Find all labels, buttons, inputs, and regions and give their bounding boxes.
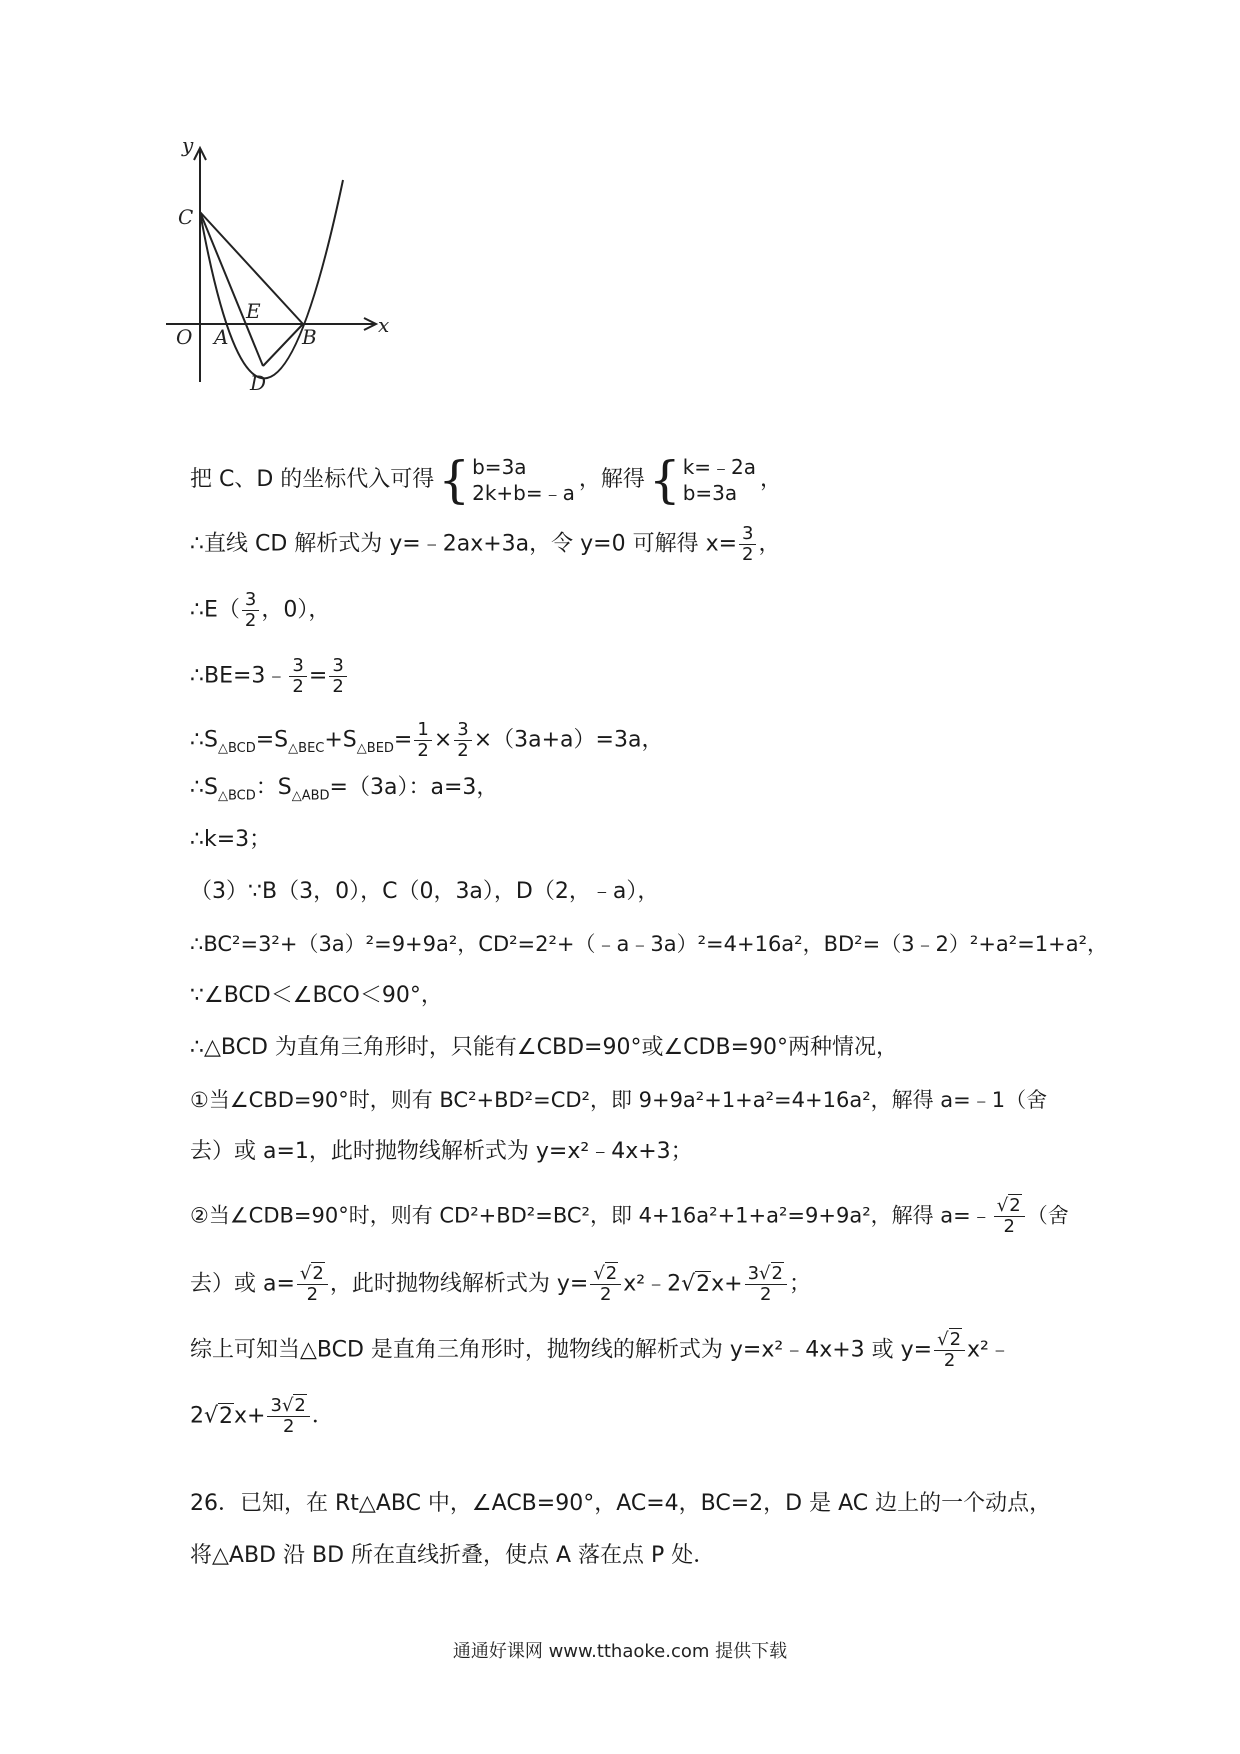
text: ②当∠CDB=90°时，则有 CD²+BD²=BC²，即 4+16a²+1+a²=9+9a²，解得 a=﹣ <box>190 1203 992 1228</box>
line-18: 26．已知，在 Rt△ABC 中，∠ACB=90°，AC=4，BC=2，D 是 AC 边上的一个动点， <box>190 1491 1052 1516</box>
fraction: $\frac{√2}{2}$ <box>994 1196 1025 1237</box>
text: ； <box>788 1271 811 1297</box>
line-10: ∵∠BCD＜∠BCO＜90°， <box>190 983 443 1008</box>
text: 综上可知当△BCD 是直角三角形时，抛物线的解析式为 y=x²﹣4x+3 或 y= <box>190 1337 933 1363</box>
label-a: A <box>214 325 229 349</box>
text: ， <box>760 467 783 492</box>
fraction: $\frac{3}{2}$ <box>242 590 259 631</box>
equation-system-2: { k=﹣2a b=3a <box>648 451 757 509</box>
fraction: $\frac{3}{2}$ <box>329 656 346 697</box>
text: ∴S <box>190 775 218 800</box>
text: x+ <box>711 1271 743 1297</box>
text: = <box>308 663 328 689</box>
text: ，此时抛物线解析式为 y= <box>329 1271 589 1297</box>
text: +S <box>324 727 357 753</box>
text: （舍 <box>1026 1203 1069 1228</box>
line-4 <box>190 656 349 697</box>
label-b: B <box>302 325 317 349</box>
label-o: O <box>176 325 193 349</box>
text: x+ <box>234 1403 266 1429</box>
eq-row: b=3a <box>682 481 738 505</box>
fraction: $\frac{3√2}{2}$ <box>745 1264 787 1305</box>
text: ∴E（ <box>190 597 240 623</box>
line-9: ∴BC²=3²+（3a）²=9+9a²，CD²=2²+（﹣a﹣3a）²=4+16a²，BD²=（3﹣2）²+a²=1+a²， <box>190 932 1109 956</box>
text: × <box>433 727 453 753</box>
line-19: 将△ABD 沿 BD 所在直线折叠，使点 A 落在点 P 处． <box>190 1543 716 1568</box>
line-13: 去）或 a=1，此时抛物线解析式为 y=x²﹣4x+3； <box>190 1139 693 1164</box>
page-footer: 通通好课网 www.tthaoke.com 提供下载 <box>452 1641 788 1662</box>
line-3 <box>190 590 330 631</box>
line-1 <box>190 451 783 509</box>
line-7: ∴k=3； <box>190 827 272 852</box>
text: ∴S <box>190 727 218 753</box>
text: ． <box>311 1403 334 1429</box>
text: ∴直线 CD 解析式为 y=﹣2ax+3a，令 y=0 可解得 x= <box>190 531 738 557</box>
eq-row: k=﹣2a <box>682 455 757 479</box>
line-2 <box>190 524 781 565</box>
text: =S <box>255 727 289 753</box>
label-x: x <box>378 313 390 337</box>
segment-bd <box>263 324 303 366</box>
fraction: $\frac{3√2}{2}$ <box>267 1396 309 1437</box>
text: 2 <box>190 1403 204 1429</box>
line-15: 去）或 a= $\frac{√2}{2}$ ，此时抛物线解析式为 y= $\frac{√2}{2}$ x²﹣2√2x+ $\frac{3√2}{2}$ ； <box>190 1263 811 1305</box>
fraction: $\frac{√2}{2}$ <box>590 1264 621 1305</box>
label-y: y <box>182 140 194 157</box>
fraction: $\frac{3}{2}$ <box>289 656 306 697</box>
parabola-figure <box>160 140 420 430</box>
text: ∴BE=3﹣ <box>190 663 288 689</box>
text: ：S <box>255 775 292 800</box>
text: 去）或 a= <box>190 1271 295 1297</box>
line-5 <box>190 720 663 763</box>
line-14 <box>190 1196 1069 1237</box>
subscript: △BCD <box>217 740 256 756</box>
subscript: △BCD <box>217 788 256 804</box>
fraction: $\frac{√2}{2}$ <box>297 1264 328 1305</box>
text: =（3a）：a=3， <box>329 775 499 800</box>
sqrt-arg: 2 <box>219 1403 234 1429</box>
subscript: △ABD <box>291 788 330 804</box>
subscript: △BEC <box>288 740 325 756</box>
text: ， <box>758 531 781 557</box>
label-c: C <box>178 205 194 229</box>
text: ，解得 <box>578 467 645 492</box>
subscript: △BED <box>356 740 394 756</box>
line-17: 2√2x+ $\frac{3√2}{2}$ ． <box>190 1395 334 1437</box>
line-12: ①当∠CBD=90°时，则有 BC²+BD²=CD²，即 9+9a²+1+a²=4+16a²，解得 a=﹣1（舍 <box>190 1088 1048 1112</box>
eq-row: b=3a <box>472 455 527 479</box>
text: x²﹣ <box>967 1337 1011 1363</box>
segment-cd <box>200 212 263 366</box>
text: x²﹣2 <box>623 1271 682 1297</box>
label-e: E <box>246 299 261 323</box>
text: ×（3a+a）=3a， <box>473 727 664 753</box>
text: = <box>393 727 413 753</box>
fraction: $\frac{√2}{2}$ <box>934 1330 965 1371</box>
text: 把 C、D 的坐标代入可得 <box>190 467 435 492</box>
line-11: ∴△BCD 为直角三角形时，只能有∠CBD=90°或∠CDB=90°两种情况， <box>190 1035 899 1060</box>
text: ，0）， <box>261 597 331 623</box>
label-d: D <box>250 371 267 395</box>
line-6 <box>190 774 498 810</box>
equation-system-1: { b=3a 2k+b=﹣a <box>438 451 575 509</box>
fraction: $\frac{3}{2}$ <box>739 524 756 565</box>
line-16 <box>190 1330 1011 1371</box>
fraction: $\frac{1}{2}$ <box>414 720 431 761</box>
line-8: （3）∵B（3，0），C（0，3a），D（2，﹣a）， <box>190 879 660 904</box>
fraction: $\frac{3}{2}$ <box>454 720 471 761</box>
eq-row: 2k+b=﹣a <box>472 481 575 505</box>
sqrt-arg: 2 <box>696 1271 711 1297</box>
